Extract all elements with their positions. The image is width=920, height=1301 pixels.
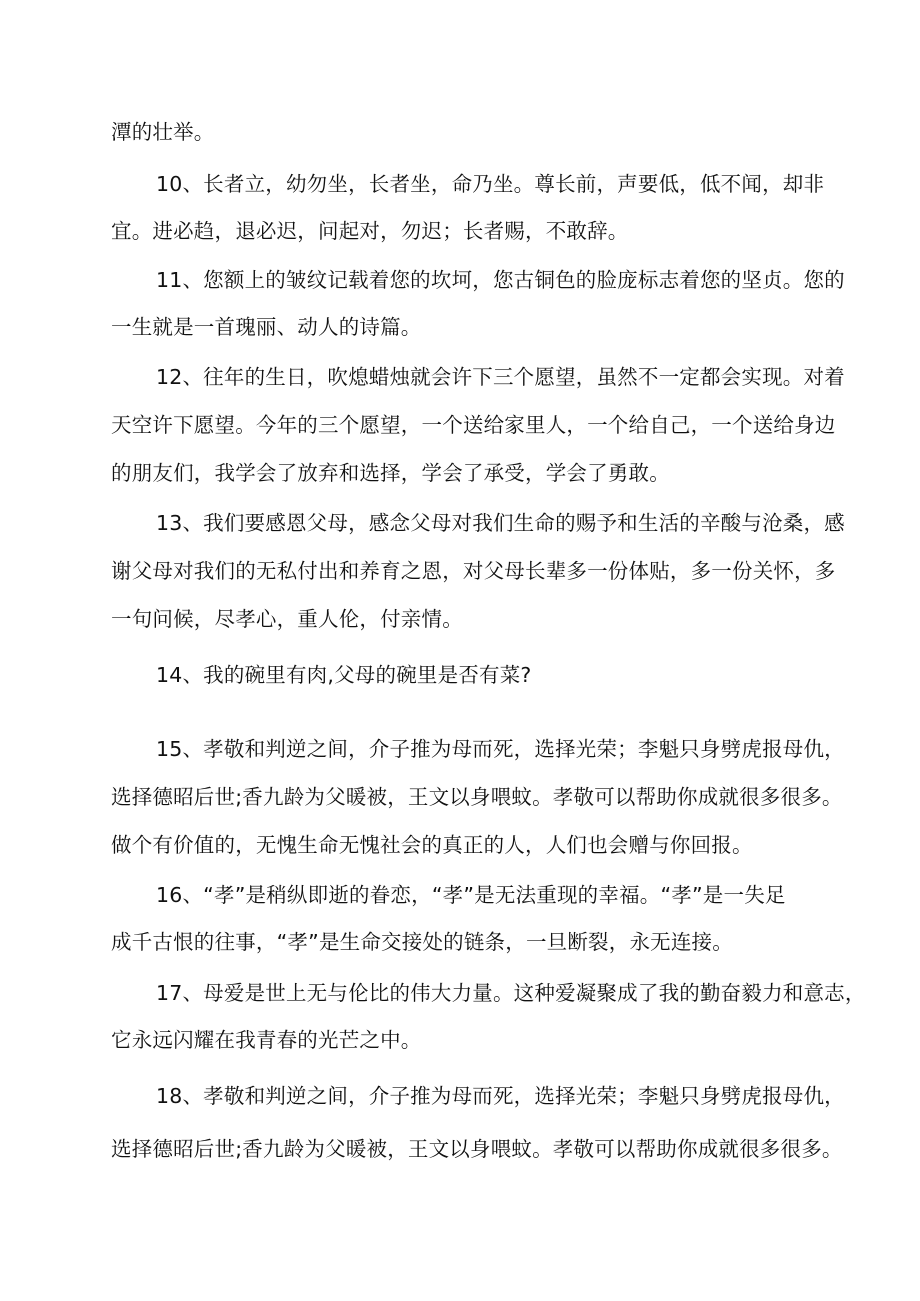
text-line: 16、“孝”是稍纵即逝的眷恋，“孝”是无法重现的幸福。“孝”是一失足 xyxy=(156,883,786,907)
text-line: 潭的壮举。 xyxy=(111,120,215,144)
text-line: 17、母爱是世上无与伦比的伟大力量。这种爱凝聚成了我的勤奋毅力和意志， xyxy=(156,981,866,1005)
text-line: 10、长者立，幼勿坐，长者坐，命乃坐。尊长前，声要低，低不闻，却非 xyxy=(156,172,825,196)
text-line: 选择德昭后世;香九龄为父暖被，王文以身喂蚊。孝敬可以帮助你成就很多很多。 xyxy=(111,785,843,809)
text-line: 选择德昭后世;香九龄为父暖被，王文以身喂蚊。孝敬可以帮助你成就很多很多。 xyxy=(111,1137,843,1161)
text-line: 14、我的碗里有肉,父母的碗里是否有菜? xyxy=(156,663,532,687)
text-line: 18、孝敬和判逆之间，介子推为母而死，选择光荣；李魁只身劈虎报母仇， xyxy=(156,1084,845,1108)
text-line: 做个有价值的，无愧生命无愧社会的真正的人，人们也会赠与你回报。 xyxy=(111,833,753,857)
text-line: 12、往年的生日，吹熄蜡烛就会许下三个愿望，虽然不一定都会实现。对着 xyxy=(156,365,845,389)
text-line: 谢父母对我们的无私付出和养育之恩，对父母长辈多一份体贴，多一份关怀，多 xyxy=(111,559,836,583)
text-line: 一句问候，尽孝心，重人伦，付亲情。 xyxy=(111,607,463,631)
text-line: 15、孝敬和判逆之间，介子推为母而死，选择光荣；李魁只身劈虎报母仇， xyxy=(156,737,845,761)
text-line: 一生就是一首瑰丽、动人的诗篇。 xyxy=(111,315,422,339)
text-line: 的朋友们，我学会了放弃和选择，学会了承受，学会了勇敢。 xyxy=(111,461,670,485)
text-line: 11、您额上的皱纹记载着您的坎坷，您古铜色的脸庞标志着您的坚贞。您的 xyxy=(156,268,845,292)
text-line: 天空许下愿望。今年的三个愿望，一个送给家里人，一个给自己，一个送给身边 xyxy=(111,413,836,437)
text-line: 13、我们要感恩父母，感念父母对我们生命的赐予和生活的辛酸与沧桑，感 xyxy=(156,511,845,535)
text-line: 它永远闪耀在我青春的光芒之中。 xyxy=(111,1028,422,1052)
text-line: 宜。进必趋，退必迟，问起对，勿迟；长者赐，不敢辞。 xyxy=(111,219,629,243)
text-line: 成千古恨的往事，“孝”是生命交接处的链条，一旦断裂，永无连接。 xyxy=(111,930,733,954)
